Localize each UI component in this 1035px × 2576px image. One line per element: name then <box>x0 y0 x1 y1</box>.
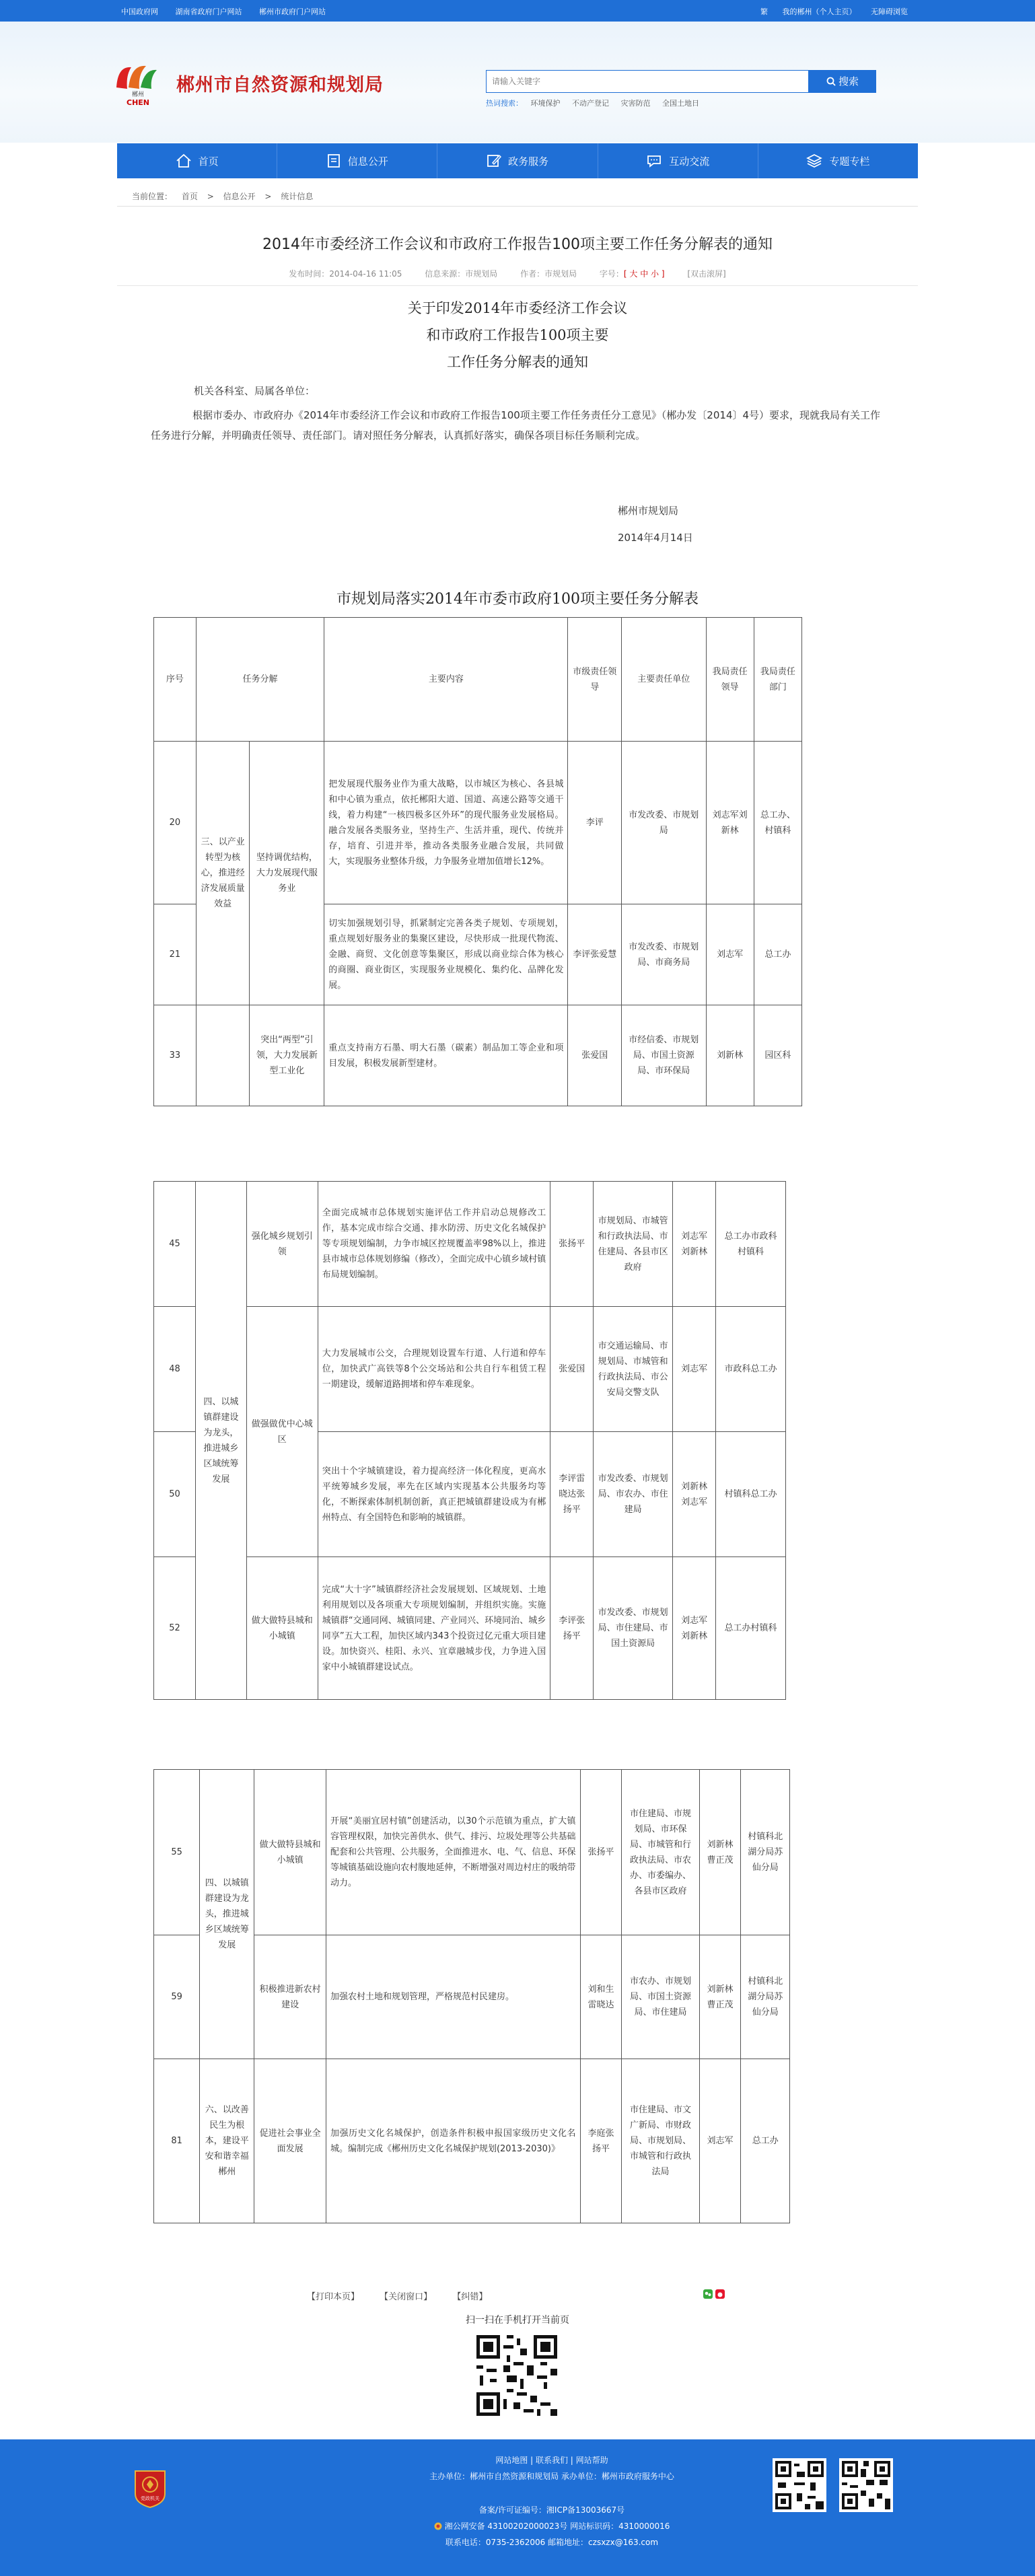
cell-subtask: 突出“两型”引领，大力发展新型工业化 <box>250 1005 324 1106</box>
header-cell: 任务分解 <box>196 618 324 742</box>
chat-icon <box>646 153 662 168</box>
header-cell: 市级责任领导 <box>568 618 622 742</box>
scroll-toggle[interactable]: [双击滚屏] <box>687 269 726 279</box>
nav-home[interactable] <box>117 143 277 178</box>
article-meta <box>117 268 918 279</box>
qr-label: 扫一扫在手机打开当前页 <box>466 2315 569 2326</box>
cell-unit: 市发改委、市规划局、市商务局 <box>622 904 707 1005</box>
body-paragraph: 根据市委办、市政府办《2014年市委经济工作会议和市政府工作报告100项主要工作任务责任分工意见》（郴办发〔2014〕4号）要求，现就我局有关工作任务进行分解，并明确责任领导、责任部门。请对照任务分解表，认真抓好落实，确保各项目标任务顺利完成。 <box>151 409 881 441</box>
table-header-row <box>154 618 802 742</box>
table-row <box>154 1557 786 1700</box>
cell-no: 59 <box>154 1935 200 2059</box>
cell-unit: 市规划局、市城管和行政执法局、市住建局、各县市区政府 <box>594 1182 673 1307</box>
cell-no: 45 <box>154 1182 196 1307</box>
cell-group: 四、以城镇群建设为龙头，推进城乡区域统筹发展 <box>200 1770 254 2059</box>
cell-content: 加强历史文化名城保护，创造条件积极申报国家级历史文化名城。编制完成《郴州历史文化名城保护规划(2013-2030)》 <box>326 2059 580 2223</box>
cell-group-empty <box>196 1005 250 1106</box>
page-tools <box>307 2289 505 2302</box>
nav-interaction[interactable] <box>598 143 758 178</box>
main-nav <box>117 143 918 178</box>
task-table-3 <box>153 1769 790 2223</box>
cell-our-leader: 刘志军 <box>699 2059 741 2223</box>
cell-unit: 市住建局、市文广新局、市财政局、市规划局、市城管和行政执法局 <box>622 2059 699 2223</box>
site-logo[interactable] <box>111 61 168 108</box>
cell-no: 52 <box>154 1557 196 1700</box>
footer-sponsor: 主办单位：郴州市自然资源和规划局 承办单位：郴州市政府服务中心 <box>429 2472 674 2481</box>
police-badge-icon <box>434 2522 442 2530</box>
cell-leader: 张爱国 <box>568 1005 622 1106</box>
cell-content: 完成“大十字”城镇群经济社会发展规划、区域规划、土地利用规划以及各项重大专项规划编制，并组织实施。实施城镇群“交通同网、城镇同建、产业同兴、环境同治、城乡同享”五大工程，加快区域内343个投资过亿元重大项目建设。加快资兴、桂阳、永兴、宜章融城步伐，力争进入国家中小城镇群建设试点。 <box>318 1557 550 1700</box>
cell-content: 大力发展城市公交，合理规划设置车行道、人行道和停车位，加快武广高铁等8个公交场站和公共自行车租赁工程一期建设，缓解道路拥堵和停车难现象。 <box>318 1307 550 1432</box>
table-row <box>154 1182 786 1307</box>
divider <box>117 206 918 207</box>
top-bar <box>0 0 1035 22</box>
breadcrumb-home[interactable]: 首页 <box>181 192 198 201</box>
layers-icon <box>806 153 822 168</box>
cell-subtask: 做大做特县城和小城镇 <box>246 1557 318 1700</box>
cell-leader: 李评张扬平 <box>550 1557 594 1700</box>
cell-dept: 总工办 <box>754 904 801 1005</box>
search-icon <box>826 77 836 86</box>
cell-dept: 市政科总工办 <box>716 1307 786 1432</box>
cell-subtask: 促进社会事业全面发展 <box>254 2059 326 2223</box>
table-row <box>154 2059 790 2223</box>
search-button-label: 搜索 <box>838 75 859 87</box>
link-central-gov[interactable]: 中国政府网 <box>121 7 158 16</box>
font-size-switch[interactable]: [ 大 中 小 ] <box>623 269 665 279</box>
cell-subtask: 做强做优中心城区 <box>246 1307 318 1557</box>
cell-our-leader: 刘新林曹正茂 <box>699 1935 741 2059</box>
close-window-link[interactable]: 【关闭窗口】 <box>380 2292 433 2302</box>
nav-label: 互动交流 <box>669 155 710 168</box>
nav-info-public[interactable] <box>277 143 437 178</box>
page-qr-code <box>473 2332 561 2419</box>
cell-group: 六、以改善民生为根本，建设平安和谐幸福郴州 <box>200 2059 254 2223</box>
cell-unit: 市农办、市规划局、市国土资源局、市住建局 <box>622 1935 699 2059</box>
cell-content: 重点支持南方石墨、明大石墨（碳素）制品加工等企业和项目发展，积极发展新型建材。 <box>324 1005 568 1106</box>
cell-leader: 李庭张扬平 <box>580 2059 622 2223</box>
cell-no: 48 <box>154 1307 196 1432</box>
search-input[interactable] <box>487 71 810 92</box>
cell-our-leader: 刘新林刘志军 <box>673 1432 716 1557</box>
meta-date: 发布时间：2014-04-16 11:05 <box>289 269 402 279</box>
cell-content: 全面完成城市总体规划实施评估工作并启动总规修改工作，基本完成市综合交通、排水防涝、历史文化名城保护等专项规划编制，力争市城区控规覆盖率98%以上，推进县市城市总体规划修编（修改），全面完成中心镇乡域村镇布局规划编制。 <box>318 1182 550 1307</box>
breadcrumb <box>132 190 320 202</box>
doc-title-line: 关于印发2014年市委经济工作会议 <box>407 300 628 316</box>
cell-dept: 村镇科北湖分局苏仙分局 <box>741 1935 790 2059</box>
search-button[interactable] <box>809 70 876 93</box>
hot-word[interactable]: 环境保护 <box>530 99 561 108</box>
party-gov-emblem[interactable] <box>133 2468 168 2509</box>
cell-leader: 李评 <box>568 742 622 904</box>
hot-words <box>486 98 709 108</box>
cell-no: 50 <box>154 1432 196 1557</box>
cell-unit: 市发改委、市规划局、市住建局、市国土资源局 <box>594 1557 673 1700</box>
link-chenzhou-gov[interactable]: 郴州市政府门户网站 <box>259 7 326 16</box>
cell-no: 55 <box>154 1770 200 1935</box>
signature-date: 2014年4月14日 <box>618 532 693 544</box>
cell-our-leader: 刘志军 <box>673 1307 716 1432</box>
nav-label: 信息公开 <box>347 155 388 168</box>
meta-font-size <box>600 269 665 279</box>
footer-contact: 联系电话：0735-2362006 邮箱地址：czsxzx@163.com <box>445 2538 659 2547</box>
cell-leader: 张扬平 <box>550 1182 594 1307</box>
cell-dept: 总工办、村镇科 <box>754 742 801 904</box>
logo-text: 郴州 <box>131 92 145 98</box>
search-box <box>486 70 809 93</box>
edit-icon <box>487 153 501 168</box>
cell-group: 四、以城镇群建设为龙头，推进城乡区域统筹发展 <box>195 1182 246 1700</box>
cell-dept: 村镇科北湖分局苏仙分局 <box>741 1770 790 1935</box>
top-links-right <box>760 6 920 17</box>
cell-content: 突出十个字城镇建设，着力提高经济一体化程度，更高水平统筹城乡发展，率先在区域内实现基本公共服务均等化，不断探索体制机制创新，真正把城镇群建设成为有郴州特点、有全国特色和影响的城镇群。 <box>318 1432 550 1557</box>
nav-label: 首页 <box>198 155 219 168</box>
home-icon <box>176 153 192 168</box>
cell-dept: 总工办市政科村镇科 <box>716 1182 786 1307</box>
breadcrumb-sep: > <box>264 192 272 201</box>
cell-no: 21 <box>154 904 197 1005</box>
page-title: 2014年市委经济工作会议和市政府工作报告100项主要工作任务分解表的通知 <box>262 236 773 253</box>
signature: 郴州市规划局 <box>618 505 679 517</box>
cell-no: 81 <box>154 2059 200 2223</box>
cell-our-leader: 刘志军刘新林 <box>673 1557 716 1700</box>
footer-qr-code <box>773 2458 826 2512</box>
cell-unit: 市发改委、市规划局、市农办、市住建局 <box>594 1432 673 1557</box>
cell-our-leader: 刘志军刘新林 <box>673 1182 716 1307</box>
cell-subtask: 强化城乡规划引领 <box>246 1182 318 1307</box>
cell-leader: 刘和生雷晓达 <box>580 1935 622 2059</box>
breadcrumb-label: 当前位置： <box>132 192 173 201</box>
cell-unit: 市住建局、市规划局、市环保局、市城管和行政执法局、市农办、市委编办、各县市区政府 <box>622 1770 699 1935</box>
cell-leader: 李评张爱慧 <box>568 904 622 1005</box>
salutation: 机关各科室、局属各单位： <box>194 385 316 397</box>
table-row <box>154 1770 790 1935</box>
cell-our-leader: 刘新林 <box>706 1005 754 1106</box>
share-icons[interactable] <box>703 2289 726 2299</box>
cell-subtask: 做大做特县城和小城镇 <box>254 1770 326 1935</box>
link-hunan-gov[interactable]: 湖南省政府门户网站 <box>175 7 242 16</box>
top-links-left <box>121 6 341 17</box>
cell-leader: 张爱国 <box>550 1307 594 1432</box>
table-row <box>154 742 802 904</box>
breadcrumb-info[interactable]: 信息公开 <box>223 192 256 201</box>
header-cell: 我局责任部门 <box>754 618 801 742</box>
cell-our-leader: 刘志军刘新林 <box>706 742 754 904</box>
table-title: 市规划局落实2014年市委市政府100项主要任务分解表 <box>336 591 699 608</box>
cell-no: 33 <box>154 1005 197 1106</box>
emblem-text: 党政机关 <box>141 2496 159 2501</box>
cell-subtask: 积极推进新农村建设 <box>254 1935 326 2059</box>
cell-subtask: 坚持调优结构，大力发展现代服务业 <box>250 742 324 1005</box>
link-accessibility[interactable]: 无障碍浏览 <box>871 7 908 16</box>
table-row <box>154 1307 786 1432</box>
header-cell: 主要责任单位 <box>622 618 707 742</box>
task-table-2 <box>153 1181 786 1700</box>
site-title: 郴州市自然资源和规划局 <box>176 75 384 96</box>
hot-word[interactable]: 灾害防范 <box>620 99 651 108</box>
nav-label: 政务服务 <box>508 155 549 168</box>
footer-police-text[interactable]: 湘公网安备 43100202000023号 网站标识码：4310000016 <box>444 2521 670 2531</box>
error-report-link[interactable]: 【纠错】 <box>452 2292 488 2302</box>
breadcrumb-stats[interactable]: 统计信息 <box>281 192 314 201</box>
logo-sub: CHEN <box>127 98 149 107</box>
cell-dept: 总工办村镇科 <box>716 1557 786 1700</box>
task-table-1 <box>153 617 802 1106</box>
document-icon <box>326 153 341 168</box>
cell-content: 加强农村土地和规划管理，严格规范村民建房。 <box>326 1935 580 2059</box>
header-cell: 主要内容 <box>324 618 568 742</box>
cell-dept: 村镇科总工办 <box>716 1432 786 1557</box>
header-cell: 序号 <box>154 618 197 742</box>
table-row <box>154 1005 802 1106</box>
cell-content: 切实加强规划引导，抓紧制定完善各类子规划、专项规划，重点规划好服务业的集聚区建设，尽快形成一批现代物流、金融、商贸、文化创意等集聚区，形成以商业综合体为核心的商圈、商业街区，实现服务业规模化、集约化、品牌化发展。 <box>324 904 568 1005</box>
meta-author: 作者：市规划局 <box>520 269 577 279</box>
footer-police <box>377 2520 727 2532</box>
cell-leader: 张扬平 <box>580 1770 622 1935</box>
cell-no: 20 <box>154 742 197 904</box>
font-size-label: 字号： <box>599 269 624 279</box>
cell-dept: 总工办 <box>741 2059 790 2223</box>
print-link[interactable]: 【打印本页】 <box>307 2292 360 2302</box>
hot-label: 热词搜索： <box>486 99 523 108</box>
hot-word[interactable]: 全国土地日 <box>662 99 699 108</box>
doc-title-line: 和市政府工作报告100项主要 <box>426 327 609 343</box>
link-my-chenzhou[interactable]: 我的郴州（个人主页） <box>782 7 857 16</box>
nav-label: 专题专栏 <box>829 155 870 168</box>
hot-word[interactable]: 不动产登记 <box>572 99 609 108</box>
breadcrumb-sep: > <box>207 192 214 201</box>
cell-content: 开展“美丽宜居村镇”创建活动，以30个示范镇为重点，扩大镇容管理权限，加快完善供水、供气、排污、垃圾处理等公共基础配套和公共管理、公共服务，全面推进水、电、气、信息、环保等城镇基础设施向农村腹地延伸，不断增强对周边村庄的吸纳带动力。 <box>326 1770 580 1935</box>
divider <box>117 285 918 286</box>
doc-title-line: 工作任务分解表的通知 <box>447 354 588 370</box>
cell-group: 三、以产业转型为核心，推进经济发展质量效益 <box>196 742 250 1005</box>
header-cell: 我局责任领导 <box>706 618 754 742</box>
footer-links[interactable]: 网站地图 | 联系我们 | 网站帮助 <box>495 2456 608 2465</box>
nav-gov-service[interactable] <box>437 143 598 178</box>
footer-qr-code <box>839 2458 893 2512</box>
footer-icp[interactable]: 备案/许可证编号：湘ICP备13003667号 <box>478 2505 625 2515</box>
cell-unit: 市交通运输局、市规划局、市城管和行政执法局、市公安局交警支队 <box>594 1307 673 1432</box>
cell-our-leader: 刘志军 <box>706 904 754 1005</box>
link-traditional[interactable]: 繁 <box>760 7 768 16</box>
cell-dept: 园区科 <box>754 1005 801 1106</box>
cell-leader: 李评雷晓达张扬平 <box>550 1432 594 1557</box>
nav-special[interactable] <box>758 143 918 178</box>
cell-our-leader: 刘新林曹正茂 <box>699 1770 741 1935</box>
meta-source: 信息来源：市规划局 <box>425 269 498 279</box>
cell-content: 把发展现代服务业作为重大战略，以市城区为核心、各县城和中心镇为重点，依托郴阳大道、国道、高速公路等交通干线，着力构建“一核四极多区外环”的现代服务业发展格局。融合发展各类服务业，坚持生产、生活并重，现代、传统并存，培育、引进并举，推动各类服务业融合发展，共同做大，实现服务业整体升级，力争服务业增加值增长12%。 <box>324 742 568 904</box>
cell-unit: 市经信委、市规划局、市国土资源局、市环保局 <box>622 1005 707 1106</box>
cell-unit: 市发改委、市规划局 <box>622 742 707 904</box>
